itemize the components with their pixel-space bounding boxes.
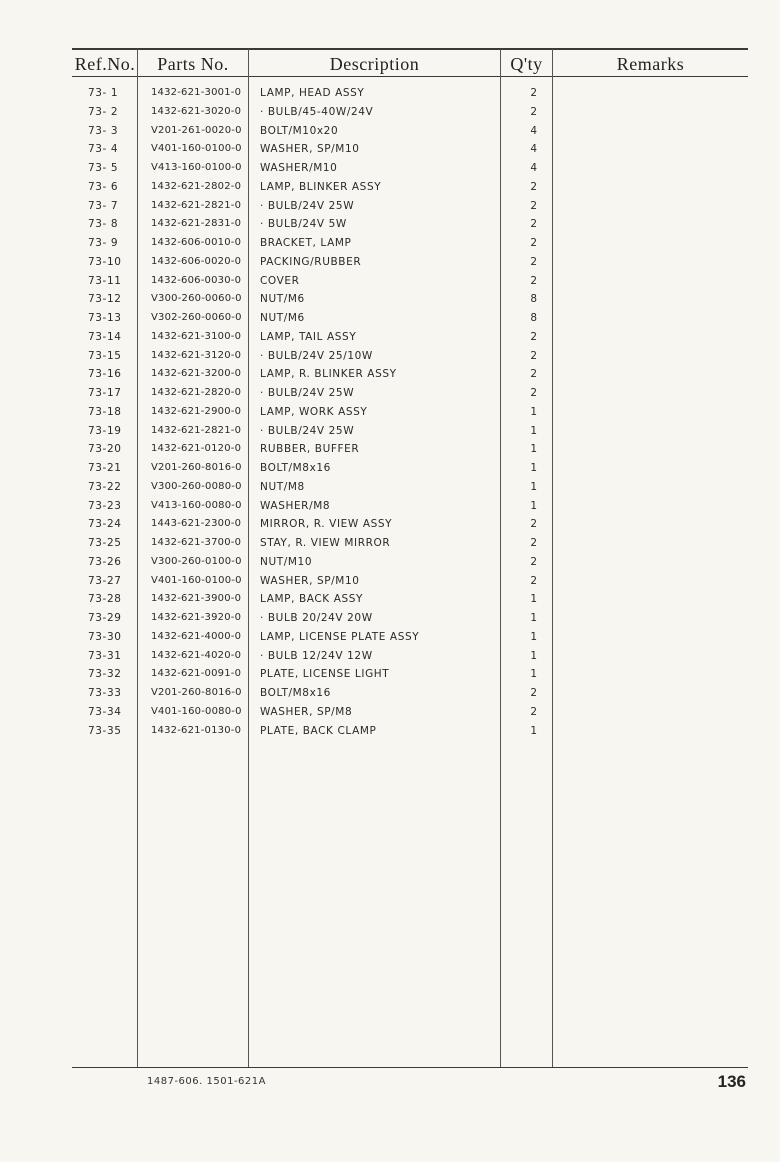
part-number-cell: 1432-621-4020-0: [151, 649, 242, 661]
header-parts-no: Parts No.: [157, 54, 229, 74]
table-row: [0, 84, 780, 103]
part-number-cell: 1432-606-0030-0: [151, 274, 242, 286]
quantity-cell: 2: [530, 555, 538, 568]
part-number-cell: V401-160-0080-0: [151, 705, 242, 717]
part-number-cell: 1432-621-2802-0: [151, 180, 242, 192]
ref-number-cell: 73-17: [88, 387, 122, 399]
ref-number-cell: 73- 9: [88, 237, 119, 249]
ref-number-cell: 73-11: [88, 274, 122, 287]
description-cell: BRACKET, LAMP: [260, 237, 352, 249]
quantity-cell: 1: [530, 593, 538, 606]
ref-number-cell: 73- 3: [88, 124, 119, 137]
description-cell: BOLT/M10x20: [260, 124, 339, 137]
description-cell: · BULB/24V 25W: [260, 424, 355, 437]
ref-number-cell: 73-35: [88, 724, 122, 737]
table-row: [0, 628, 780, 647]
part-number-cell: V300-260-0060-0: [151, 293, 242, 305]
quantity-cell: 1: [530, 443, 538, 456]
header-description: Description: [329, 54, 420, 74]
description-cell: NUT/M6: [260, 312, 305, 324]
quantity-cell: 1: [530, 649, 538, 662]
table-row: [0, 347, 780, 366]
part-number-cell: V201-260-8016-0: [151, 462, 242, 473]
part-number-cell: 1432-621-3900-0: [151, 593, 242, 605]
ref-number-cell: 73- 2: [88, 105, 119, 118]
description-cell: BOLT/M8x16: [260, 462, 331, 474]
ref-number-cell: 73-23: [88, 499, 122, 512]
table-row: [0, 309, 780, 328]
ref-number-cell: 73-28: [88, 593, 122, 606]
quantity-cell: 2: [530, 537, 538, 549]
ref-number-cell: 73-15: [88, 349, 122, 362]
quantity-cell: 2: [530, 368, 538, 381]
table-row: [0, 647, 780, 666]
quantity-cell: 2: [530, 349, 538, 362]
ref-number-cell: 73- 7: [88, 199, 119, 212]
part-number-cell: V300-260-0080-0: [151, 480, 242, 492]
quantity-cell: 1: [530, 612, 538, 624]
table-row: [0, 703, 780, 722]
part-number-cell: 1432-606-0010-0: [151, 237, 242, 248]
table-row: [0, 459, 780, 478]
description-cell: WASHER, SP/M8: [260, 705, 353, 718]
quantity-cell: 2: [530, 274, 538, 287]
table-row: [0, 665, 780, 684]
table-row: [0, 553, 780, 572]
part-number-cell: V413-160-0100-0: [151, 162, 242, 173]
table-row: [0, 253, 780, 272]
part-number-cell: V302-260-0060-0: [151, 312, 242, 323]
ref-number-cell: 73-14: [88, 330, 122, 343]
ref-number-cell: 73-33: [88, 687, 122, 699]
quantity-cell: 2: [530, 87, 538, 99]
description-cell: LAMP, BLINKER ASSY: [260, 180, 382, 193]
description-cell: LAMP, R. BLINKER ASSY: [260, 368, 397, 381]
quantity-cell: 1: [530, 499, 538, 512]
table-row: [0, 534, 780, 553]
part-number-cell: 1432-621-2821-0: [151, 424, 242, 436]
part-number-cell: V201-261-0020-0: [151, 124, 242, 136]
ref-number-cell: 73-18: [88, 405, 122, 418]
part-number-cell: 1443-621-2300-0: [151, 518, 242, 530]
ref-number-cell: 73-20: [88, 443, 122, 456]
table-row: [0, 215, 780, 234]
quantity-cell: 1: [530, 462, 538, 474]
description-cell: · BULB/24V 5W: [260, 218, 347, 231]
ref-number-cell: 73-30: [88, 630, 122, 643]
description-cell: · BULB 20/24V 20W: [260, 612, 373, 624]
description-cell: RUBBER, BUFFER: [260, 443, 360, 456]
ref-number-cell: 73-19: [88, 424, 122, 437]
description-cell: WASHER, SP/M10: [260, 574, 360, 587]
description-cell: MIRROR, R. VIEW ASSY: [260, 518, 393, 531]
description-cell: · BULB/24V 25W: [260, 387, 355, 399]
part-number-cell: 1432-621-3920-0: [151, 612, 242, 623]
part-number-cell: V413-160-0080-0: [151, 499, 242, 511]
quantity-cell: 2: [530, 237, 538, 249]
description-cell: LAMP, LICENSE PLATE ASSY: [260, 630, 420, 643]
description-cell: · BULB 12/24V 12W: [260, 649, 373, 662]
table-row: [0, 234, 780, 253]
ref-number-cell: 73-29: [88, 612, 122, 624]
part-number-cell: 1432-621-2900-0: [151, 405, 242, 417]
description-cell: WASHER, SP/M10: [260, 143, 360, 156]
part-number-cell: V401-160-0100-0: [151, 143, 242, 155]
part-number-cell: 1432-621-3120-0: [151, 349, 242, 361]
quantity-cell: 4: [530, 162, 538, 174]
table-row: [0, 103, 780, 122]
ref-number-cell: 73- 5: [88, 162, 119, 174]
quantity-cell: 1: [530, 405, 538, 418]
table-row: [0, 197, 780, 216]
ref-number-cell: 73-12: [88, 293, 122, 306]
description-cell: LAMP, BACK ASSY: [260, 593, 364, 606]
ref-number-cell: 73-10: [88, 255, 122, 268]
quantity-cell: 1: [530, 724, 538, 737]
description-cell: · BULB/45-40W/24V: [260, 105, 374, 118]
description-cell: PACKING/RUBBER: [260, 255, 362, 268]
part-number-cell: 1432-621-0091-0: [151, 668, 242, 680]
quantity-cell: 2: [530, 105, 538, 118]
table-row: [0, 609, 780, 628]
description-cell: PLATE, LICENSE LIGHT: [260, 668, 390, 681]
table-row: [0, 272, 780, 291]
description-cell: STAY, R. VIEW MIRROR: [260, 537, 391, 549]
table-row: [0, 497, 780, 516]
page-number: 136: [717, 1072, 746, 1091]
description-cell: · BULB/24V 25/10W: [260, 349, 373, 362]
description-cell: WASHER/M10: [260, 162, 338, 174]
table-row: [0, 422, 780, 441]
quantity-cell: 2: [530, 199, 538, 212]
table-row: [0, 365, 780, 384]
ref-number-cell: 73-21: [88, 462, 122, 474]
part-number-cell: 1432-621-0120-0: [151, 443, 242, 455]
part-number-cell: 1432-621-2820-0: [151, 387, 242, 398]
description-cell: BOLT/M8x16: [260, 687, 331, 699]
quantity-cell: 1: [530, 668, 538, 681]
quantity-cell: 2: [530, 705, 538, 718]
description-cell: PLATE, BACK CLAMP: [260, 724, 377, 737]
quantity-cell: 8: [530, 293, 538, 306]
table-row: [0, 403, 780, 422]
table-header-rule: [72, 76, 748, 77]
table-row: [0, 590, 780, 609]
quantity-cell: 2: [530, 687, 538, 699]
part-number-cell: 1432-621-3100-0: [151, 330, 242, 342]
table-row: [0, 684, 780, 703]
part-number-cell: V401-160-0100-0: [151, 574, 242, 586]
part-number-cell: V201-260-8016-0: [151, 687, 242, 698]
ref-number-cell: 73- 1: [88, 87, 119, 99]
quantity-cell: 2: [530, 574, 538, 587]
part-number-cell: 1432-621-3700-0: [151, 537, 242, 548]
table-row: [0, 722, 780, 741]
table-row: [0, 515, 780, 534]
table-row: [0, 384, 780, 403]
table-row: [0, 122, 780, 141]
table-row: [0, 572, 780, 591]
part-number-cell: 1432-621-3020-0: [151, 105, 242, 117]
table-row: [0, 178, 780, 197]
quantity-cell: 1: [530, 480, 538, 493]
header-quantity: Q'ty: [510, 54, 543, 74]
ref-number-cell: 73- 6: [88, 180, 119, 193]
quantity-cell: 2: [530, 180, 538, 193]
ref-number-cell: 73-16: [88, 368, 122, 381]
ref-number-cell: 73-31: [88, 649, 122, 662]
description-cell: NUT/M8: [260, 480, 305, 493]
table-row: [0, 440, 780, 459]
ref-number-cell: 73-25: [88, 537, 122, 549]
catalog-code: 1487-606. 1501-621A: [147, 1076, 266, 1087]
ref-number-cell: 73- 4: [88, 143, 119, 156]
part-number-cell: 1432-621-3001-0: [151, 87, 242, 98]
description-cell: LAMP, TAIL ASSY: [260, 330, 357, 343]
part-number-cell: V300-260-0100-0: [151, 555, 242, 567]
header-remarks: Remarks: [616, 54, 685, 74]
ref-number-cell: 73-13: [88, 312, 122, 324]
ref-number-cell: 73- 8: [88, 218, 119, 231]
description-cell: · BULB/24V 25W: [260, 199, 355, 212]
description-cell: WASHER/M8: [260, 499, 331, 512]
ref-number-cell: 73-27: [88, 574, 122, 587]
description-cell: NUT/M6: [260, 293, 305, 306]
table-row: [0, 328, 780, 347]
description-cell: NUT/M10: [260, 555, 313, 568]
quantity-cell: 2: [530, 330, 538, 343]
table-row: [0, 290, 780, 309]
table-row: [0, 140, 780, 159]
quantity-cell: 2: [530, 387, 538, 399]
part-number-cell: 1432-606-0020-0: [151, 255, 242, 267]
part-number-cell: 1432-621-2821-0: [151, 199, 242, 211]
quantity-cell: 1: [530, 630, 538, 643]
part-number-cell: 1432-621-3200-0: [151, 368, 242, 380]
ref-number-cell: 73-26: [88, 555, 122, 568]
quantity-cell: 4: [530, 143, 538, 156]
ref-number-cell: 73-34: [88, 705, 122, 718]
description-cell: COVER: [260, 274, 300, 287]
table-bottom-rule: [72, 1067, 748, 1068]
table-row: [0, 159, 780, 178]
description-cell: LAMP, HEAD ASSY: [260, 87, 365, 99]
quantity-cell: 2: [530, 518, 538, 531]
quantity-cell: 2: [530, 255, 538, 268]
ref-number-cell: 73-22: [88, 480, 122, 493]
parts-table-body: [0, 84, 780, 740]
quantity-cell: 2: [530, 218, 538, 231]
header-ref-no: Ref.No.: [74, 54, 136, 74]
part-number-cell: 1432-621-0130-0: [151, 724, 242, 736]
ref-number-cell: 73-24: [88, 518, 122, 531]
part-number-cell: 1432-621-4000-0: [151, 630, 242, 642]
quantity-cell: 8: [530, 312, 538, 324]
description-cell: LAMP, WORK ASSY: [260, 405, 368, 418]
part-number-cell: 1432-621-2831-0: [151, 218, 242, 230]
table-row: [0, 478, 780, 497]
ref-number-cell: 73-32: [88, 668, 122, 681]
quantity-cell: 1: [530, 424, 538, 437]
quantity-cell: 4: [530, 124, 538, 137]
